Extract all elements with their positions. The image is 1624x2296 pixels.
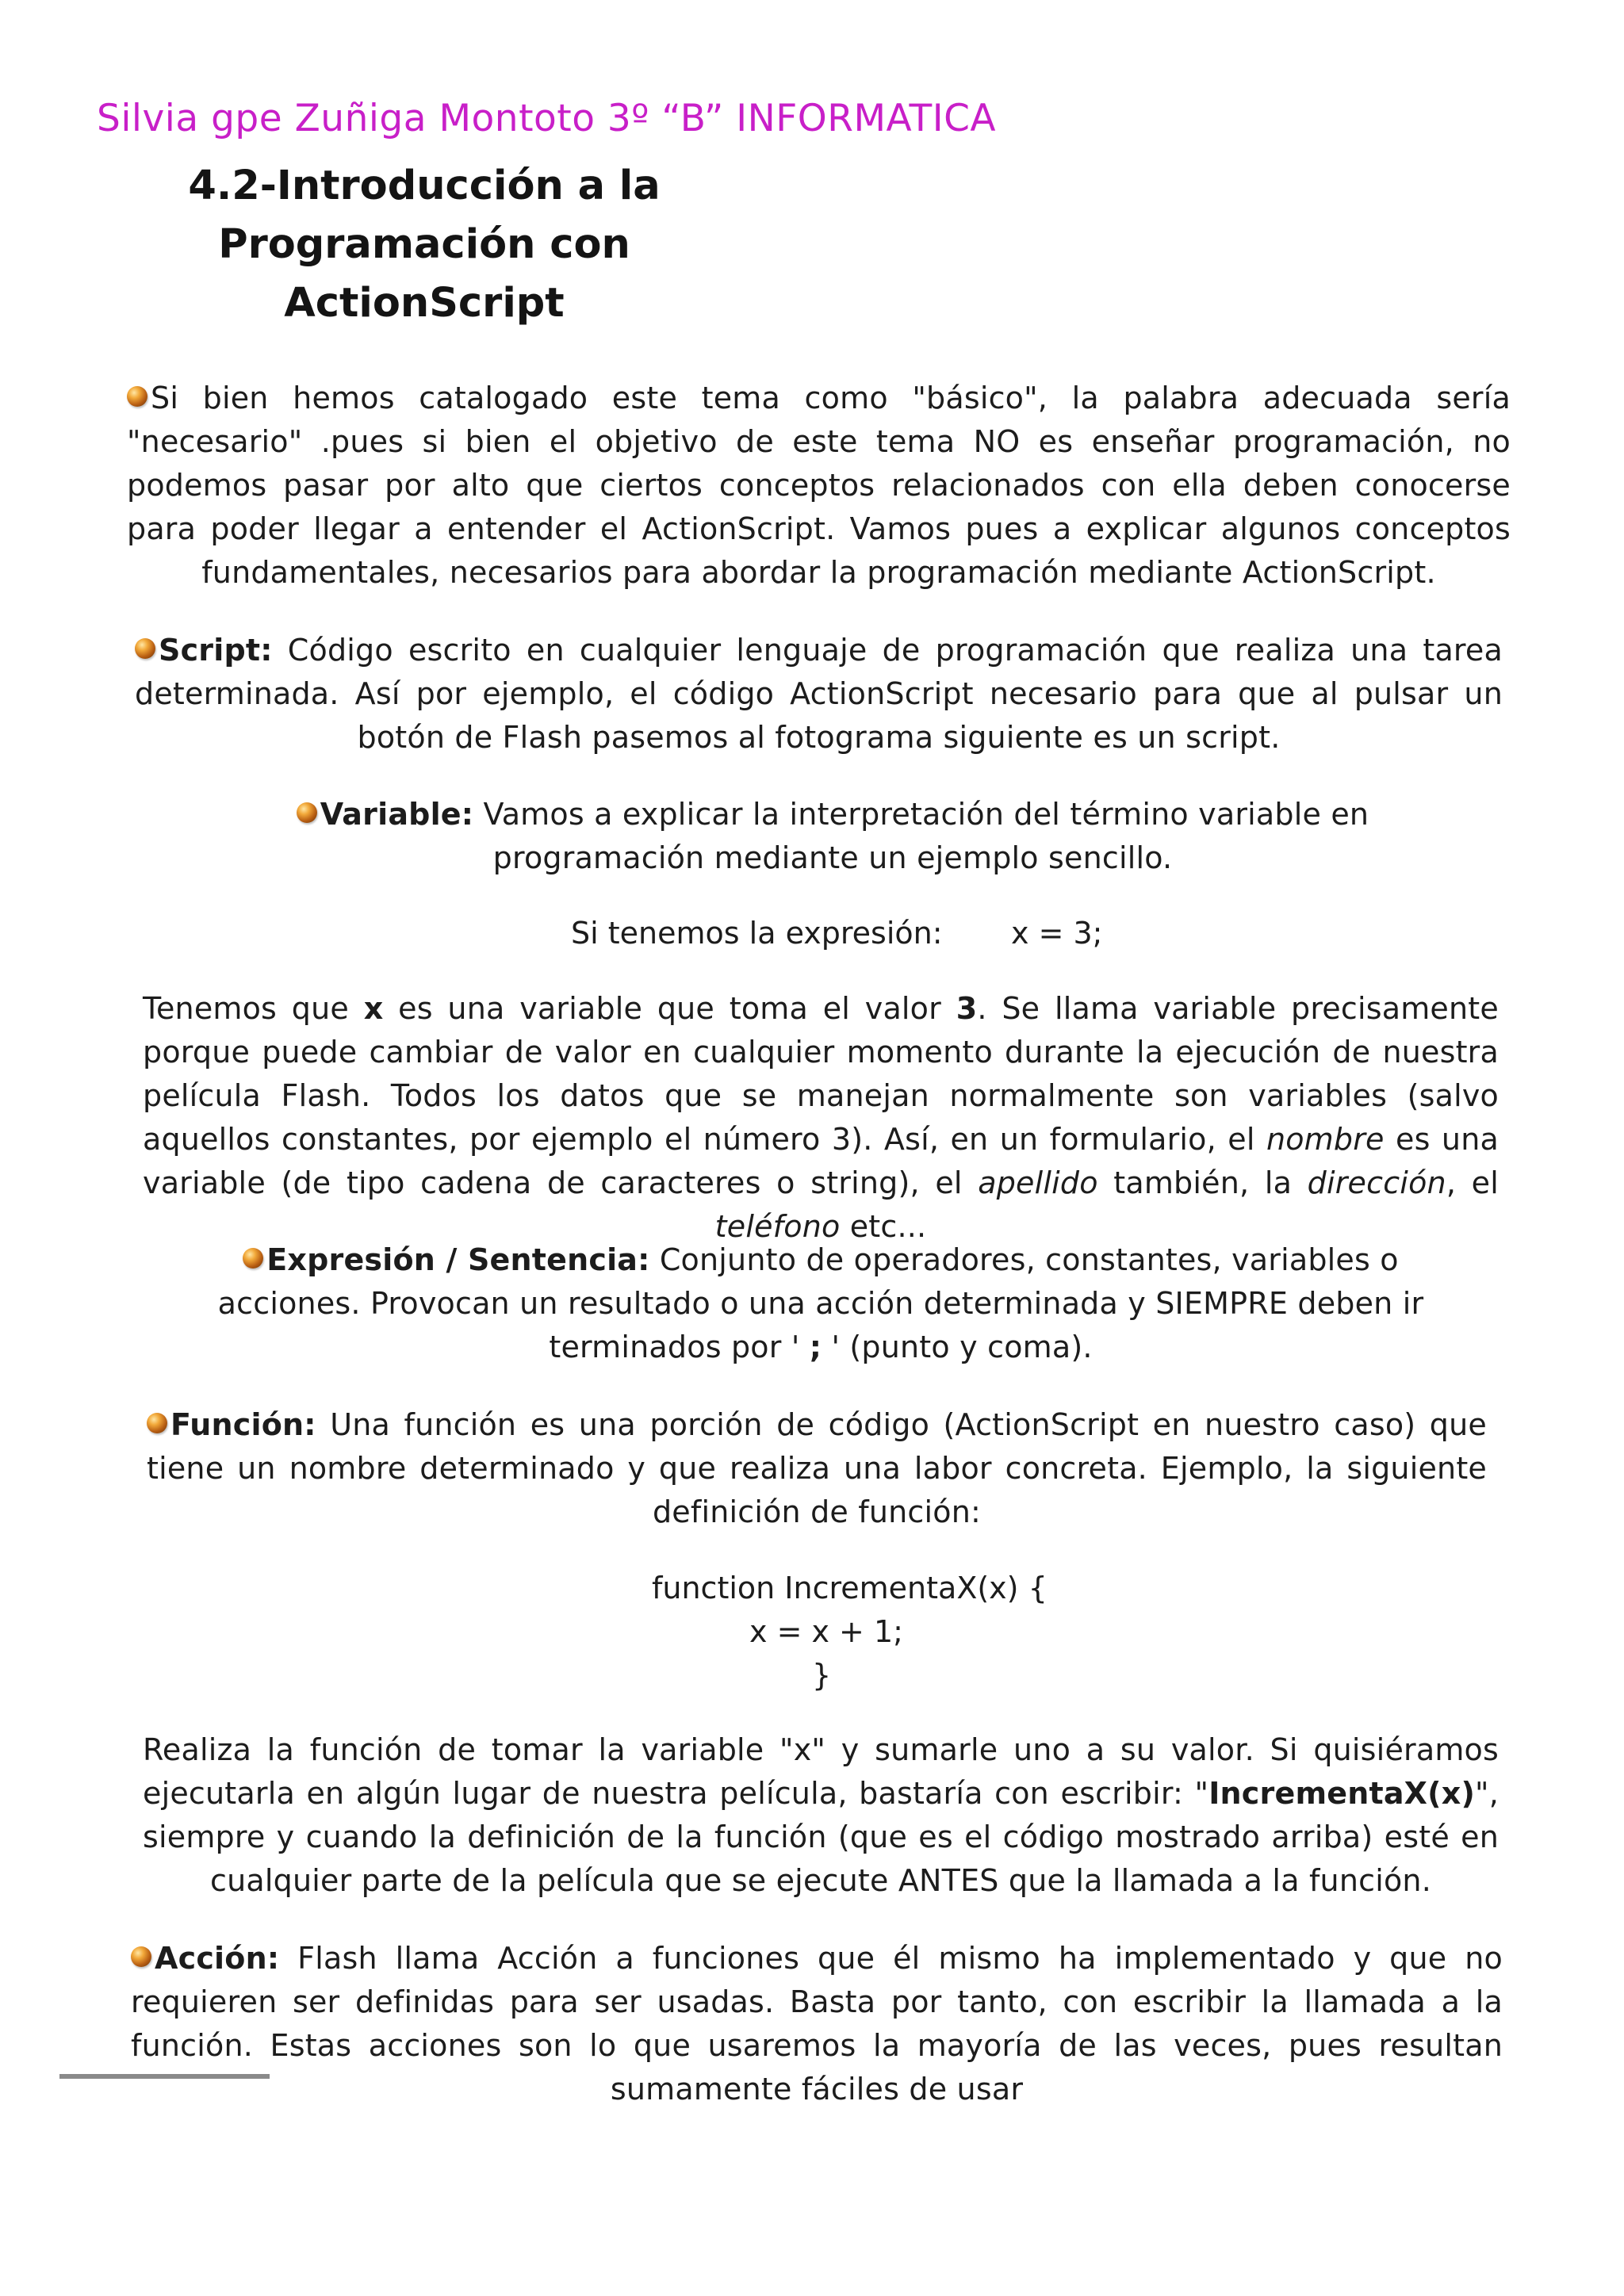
- text-run: etc...: [840, 1209, 927, 1244]
- intro-paragraph: [127, 377, 1511, 595]
- title-line-3: ActionScript: [284, 280, 565, 327]
- author-header: Silvia gpe Zuñiga Montoto 3º “B” INFORMATICA: [97, 97, 997, 140]
- text-run: Tenemos que: [143, 991, 364, 1026]
- variable-paragraph: [222, 793, 1443, 880]
- title-line-1: 4.2-Introducción a la: [188, 163, 661, 209]
- code-line-3: }: [812, 1658, 832, 1693]
- function-call: IncrementaX(x): [1208, 1776, 1476, 1811]
- expression-label: Si tenemos la expresión:: [571, 916, 943, 951]
- expresion-text-end: ' (punto y coma).: [822, 1330, 1093, 1364]
- footer-divider: [59, 2074, 270, 2079]
- script-term: Script:: [159, 633, 273, 668]
- expression-example: x = 3;: [1011, 916, 1103, 951]
- bullet-icon: [297, 802, 317, 823]
- value-3: 3: [956, 991, 978, 1026]
- code-line-2: x = x + 1;: [749, 1614, 903, 1649]
- expresion-text: Conjunto de operadores, constantes, variables o acciones. Provocan un resultado o una acción determinada y SIEMPRE deben ir terminados por ': [217, 1242, 1424, 1364]
- accion-term: Acción:: [155, 1941, 280, 1976]
- bullet-icon: [147, 1413, 167, 1433]
- var-x: x: [363, 991, 384, 1026]
- italic-telefono: teléfono: [714, 1209, 841, 1244]
- funcion-explanation: [143, 1728, 1499, 1903]
- funcion-text: Una función es una porción de código (ActionScript en nuestro caso) que tiene un nombre determinado y que realiza una labor concreta. Ejemplo, la siguiente definición de función:: [147, 1407, 1487, 1529]
- expresion-paragraph: [170, 1238, 1471, 1369]
- variable-explanation: [143, 987, 1499, 1249]
- variable-term: Variable:: [320, 797, 474, 832]
- bullet-icon: [243, 1248, 263, 1269]
- text-run: es una variable (de tipo cadena de caracteres o string), el: [143, 1122, 1499, 1200]
- page-title: [182, 157, 666, 333]
- text-run: también, la: [1097, 1165, 1308, 1200]
- text-run: es una variable que toma el valor: [383, 991, 956, 1026]
- accion-paragraph: [131, 1937, 1503, 2111]
- semicolon: ;: [809, 1330, 822, 1364]
- variable-text: Vamos a explicar la interpretación del término variable en programación mediante un ejemplo sencillo.: [473, 797, 1369, 875]
- italic-apellido: apellido: [978, 1165, 1098, 1200]
- italic-direccion: dirección: [1307, 1165, 1446, 1200]
- text-run: , el: [1446, 1165, 1499, 1200]
- text-run: Realiza la función de tomar la variable "x" y sumarle uno a su valor. Si quisiéramos ejecutarla en algún lugar de nuestra película, bastaría con escribir: ": [143, 1732, 1499, 1811]
- bullet-icon: [131, 1946, 151, 1967]
- expresion-term: Expresión / Sentencia:: [266, 1242, 650, 1277]
- bullet-icon: [127, 386, 147, 407]
- title-line-2: Programación con: [218, 221, 630, 268]
- bullet-icon: [135, 638, 155, 659]
- code-line-1: function IncrementaX(x) {: [652, 1571, 1048, 1605]
- funcion-term: Función:: [170, 1407, 316, 1442]
- text-run: ", siempre y cuando la definición de la función (que es el código mostrado arriba) esté en cualquier parte de la película que se ejecute ANTES que la llamada a la función.: [143, 1776, 1499, 1898]
- text-run: . Se llama variable precisamente porque puede cambiar de valor en cualquier momento durante la ejecución de nuestra película Flash. Todos los datos que se manejan normalmente son variables (salvo aquellos constantes, por ejemplo el número 3). Así, en un formulario, el: [143, 991, 1499, 1157]
- script-text: Código escrito en cualquier lenguaje de programación que realiza una tarea determinada. Así por ejemplo, el código ActionScript necesario para que al pulsar un botón de Flash pasemos al fotograma siguiente es un script.: [135, 633, 1503, 755]
- accion-text: Flash llama Acción a funciones que él mismo ha implementado y que no requieren ser definidas para ser usadas. Basta por tanto, con escribir la llamada a la función. Estas acciones son lo que usaremos la mayoría de las veces, pues resultan sumamente fáciles de usar: [131, 1941, 1503, 2107]
- intro-text: Si bien hemos catalogado este tema como "básico", la palabra adecuada sería "necesario" .pues si bien el objetivo de este tema NO es enseñar programación, no podemos pasar por alto que ciertos conceptos relacionados con ella deben conocerse para poder llegar a entender el ActionScript. Vamos pues a explicar algunos conceptos fundamentales, necesarios para abordar la programación mediante ActionScript.: [127, 381, 1511, 590]
- script-paragraph: [135, 629, 1503, 760]
- italic-nombre: nombre: [1266, 1122, 1385, 1157]
- funcion-paragraph: [147, 1403, 1487, 1534]
